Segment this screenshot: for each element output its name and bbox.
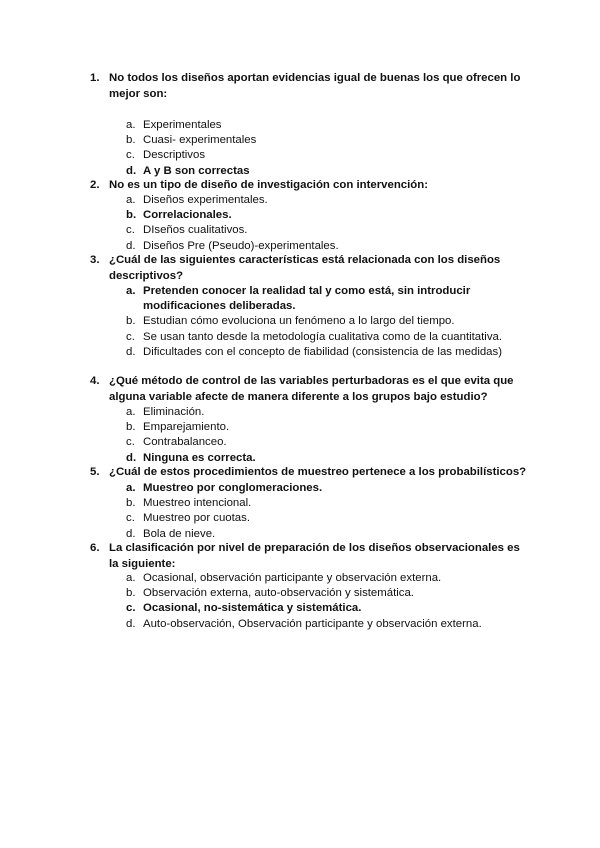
options-2 [126,193,526,254]
question-4 [90,374,530,405]
option-letter: c. [126,224,135,237]
question-5 [90,465,530,481]
option-text: Contrabalanceo. [143,436,227,449]
option-text: A y B son correctas [143,164,250,177]
option-b [126,133,526,148]
option-c [126,511,526,526]
option-text: Pretenden conocer la realidad tal y como está, sin introducir modificaciones deliberadas. [143,285,471,313]
option-letter: d. [126,164,137,177]
option-text: Muestreo por cuotas. [143,512,250,525]
option-a-correct [126,481,526,496]
option-a [126,571,526,586]
options-3 [126,284,526,360]
option-text: Descriptivos [143,149,206,162]
options-6 [126,571,526,632]
option-letter: c. [126,512,135,525]
option-text: Diseños Pre (Pseudo)-experimentales. [143,239,339,252]
option-letter: d. [126,345,136,358]
option-a-correct [126,284,526,314]
option-letter: a. [126,572,136,584]
option-b [126,420,526,435]
option-b [126,314,526,329]
option-text: Correlacionales. [143,209,232,222]
option-d [126,239,526,254]
option-letter: b. [126,421,136,434]
option-letter: c. [126,330,135,343]
option-text: Ocasional, observación participante y observación externa. [143,572,442,584]
option-letter: b. [126,497,136,510]
option-letter: a. [126,119,136,131]
option-b [126,496,526,511]
option-letter: c. [126,602,136,615]
option-letter: b. [126,315,136,328]
question-number: 2. [90,179,100,191]
question-text: No es un tipo de diseño de investigación con intervención: [109,179,428,191]
options-1 [126,118,526,179]
question-text: La clasificación por nivel de preparación de los diseños observacionales es la siguiente: [109,542,520,570]
option-text: Experimentales [143,119,222,131]
question-number: 4. [90,375,100,387]
option-a [126,118,526,133]
option-letter: b. [126,134,136,147]
option-a [126,193,526,208]
option-text: DIseños cualitativos. [143,224,248,237]
question-2 [90,178,530,194]
question-text: ¿Cuál de las siguientes características está relacionada con los diseños descriptivos? [109,254,501,282]
question-text: ¿Cuál de estos procedimientos de muestreo pertenece a los probabilísticos? [109,466,527,478]
option-text: Dificultades con el concepto de fiabilidad (consistencia de las medidas) [143,345,503,358]
option-text: Muestreo intencional. [143,497,252,510]
option-letter: a. [126,482,136,494]
option-text: Estudian cómo evoluciona un fenómeno a lo largo del tiempo. [143,315,455,328]
option-d [126,345,526,360]
option-d-correct [126,451,526,466]
option-d [126,617,526,632]
option-letter: a. [126,285,136,297]
question-text: ¿Qué método de control de las variables perturbadoras es el que evita que alguna variable afecte de manera diferente a los grupos bajo estudio? [109,375,514,403]
option-a [126,405,526,420]
option-letter: a. [126,194,136,206]
option-c [126,435,526,450]
option-b [126,586,526,601]
question-number: 1. [90,72,100,84]
option-letter: d. [126,527,136,540]
option-c-correct [126,601,526,616]
question-3 [90,253,530,284]
option-text: Diseños experimentales. [143,194,268,206]
question-number: 6. [90,542,100,554]
option-letter: d. [126,617,136,630]
option-text: Ocasional, no-sistemática y sistemática. [143,602,362,615]
option-text: Emparejamiento. [143,421,230,434]
option-letter: c. [126,436,135,449]
question-1 [90,71,530,102]
option-text: Muestreo por conglomeraciones. [143,482,323,494]
option-letter: d. [126,239,136,252]
option-letter: b. [126,587,136,600]
option-letter: d. [126,451,137,464]
option-c [126,330,526,345]
option-text: Auto-observación, Observación participante y observación externa. [143,617,482,630]
options-5 [126,481,526,542]
option-text: Eliminación. [143,406,205,418]
option-letter: a. [126,406,136,418]
option-c [126,223,526,238]
question-number: 5. [90,466,100,478]
option-text: Se usan tanto desde la metodología cualitativa como de la cuantitativa. [143,330,503,343]
option-text: Bola de nieve. [143,527,216,540]
question-text: No todos los diseños aportan evidencias igual de buenas los que ofrecen lo mejor son: [109,72,521,100]
question-6 [90,541,530,572]
option-d [126,527,526,542]
option-c [126,148,526,163]
option-letter: b. [126,209,137,222]
option-text: Cuasi- experimentales [143,134,257,147]
option-letter: c. [126,149,135,162]
option-text: Ninguna es correcta. [143,451,256,464]
option-b-correct [126,208,526,223]
question-number: 3. [90,254,100,266]
options-4 [126,405,526,466]
option-text: Observación externa, auto-observación y sistemática. [143,587,414,600]
option-d-correct [126,164,526,179]
